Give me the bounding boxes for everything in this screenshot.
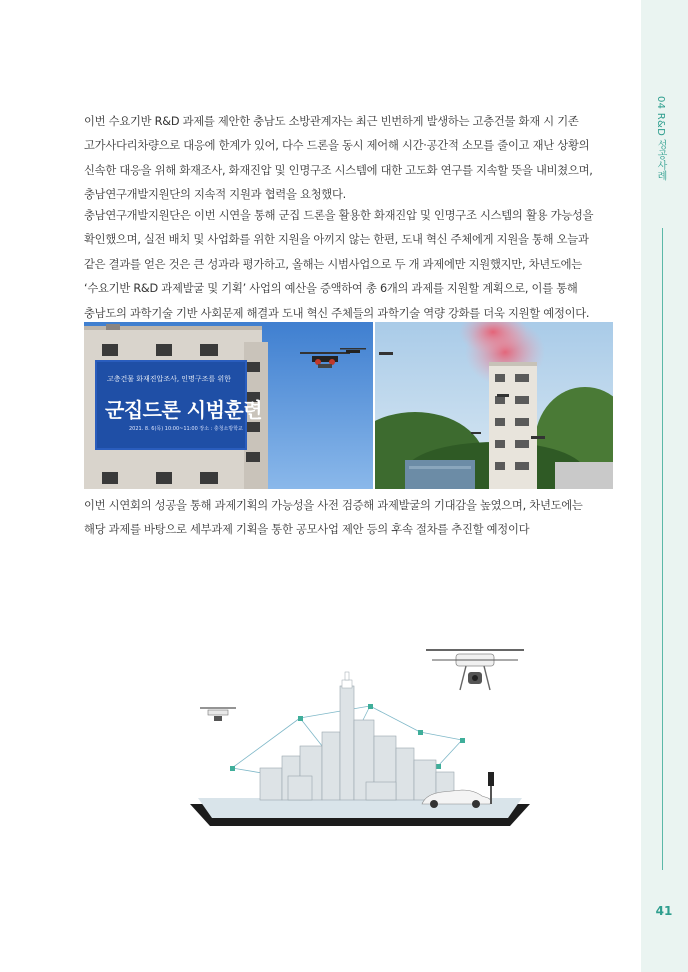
paragraph-line: 충남연구개발지원단의 지속적 지원과 협력을 요청했다.: [84, 188, 346, 202]
paragraph-line: 충남도의 과학기술 기반 사회문제 해결과 도내 혁신 주체들의 과학기술 역량 강화를 더욱 지원할 예정이다.: [84, 306, 590, 320]
paragraph-2: [84, 204, 614, 326]
paragraph-line: 충남연구개발지원단은 이번 시연을 통해 군집 드론을 활용한 화재진압 및 인명구조 시스템의 활용 가능성을: [84, 209, 594, 222]
paragraph-line: 고가사다리차량으로 대응에 한계가 있어, 다수 드론을 동시 제어해 시간·공간적 소모를 줄이고 재난 상황의: [84, 139, 590, 153]
smart-city-icon: [170, 636, 550, 832]
paragraph-line: 해당 과제를 바탕으로 세부과제 기획을 통한 공모사업 제안 등의 후속 절차를 추진할 예정이다: [84, 523, 530, 537]
drone-icon: [471, 432, 481, 434]
page-number: 41: [655, 904, 673, 918]
fire-drill-photo: [375, 322, 613, 489]
paragraph-line: ‘수요기반 R&D 과제발굴 및 기획’ 사업의 예산을 증액하여 총 6개의 과제를 지원할 계획으로, 이를 통해: [84, 282, 578, 296]
paragraph-line: 이번 시연회의 성공을 통해 과제기획의 가능성을 사전 검증해 과제발굴의 기대감을 높였으며, 차년도에는: [84, 499, 583, 512]
sidebar-divider: [662, 228, 663, 870]
banner-title: 군집드론 시범훈련: [105, 398, 263, 422]
section-title: 04 R&D 성공사례: [655, 96, 666, 181]
training-banner: [95, 360, 263, 450]
fire-drill-image: [375, 322, 613, 489]
drone-icon: [200, 708, 236, 721]
banner-subtitle: 고층건물 화재진압조사, 인명구조를 위한: [107, 375, 231, 383]
paragraph-1: [84, 110, 614, 208]
drone-icon: [379, 352, 393, 355]
banner-date: 2021. 8. 6(목) 10:00~11:00 장소 : 충청소방학교: [129, 426, 243, 432]
paragraph-line: 신속한 대응을 위해 화재조사, 화재진압 및 인명구조 시스템에 대한 고도화 연구를 지속할 뜻을 내비쳤으며,: [84, 163, 593, 177]
caption-paragraph: [84, 494, 614, 543]
paragraph-line: 확인했으며, 실전 배치 및 사업화를 위한 지원을 아끼지 않는 한편, 도내 혁신 주체에게 지원을 통해 오늘과: [84, 233, 589, 247]
training-banner-photo: [84, 322, 373, 489]
drone-icon: [426, 650, 524, 690]
drone-icon: [531, 436, 545, 439]
drone-icon: [497, 394, 509, 397]
paragraph-line: 같은 결과를 얻은 것은 큰 성과라 평가하고, 올해는 시범사업으로 두 개 과제에만 지원했지만, 차년도에는: [84, 257, 582, 271]
paragraph-line: 이번 수요기반 R&D 과제를 제안한 충남도 소방관계자는 최근 빈번하게 발생하는 고층건물 화재 시 기존: [84, 115, 579, 128]
